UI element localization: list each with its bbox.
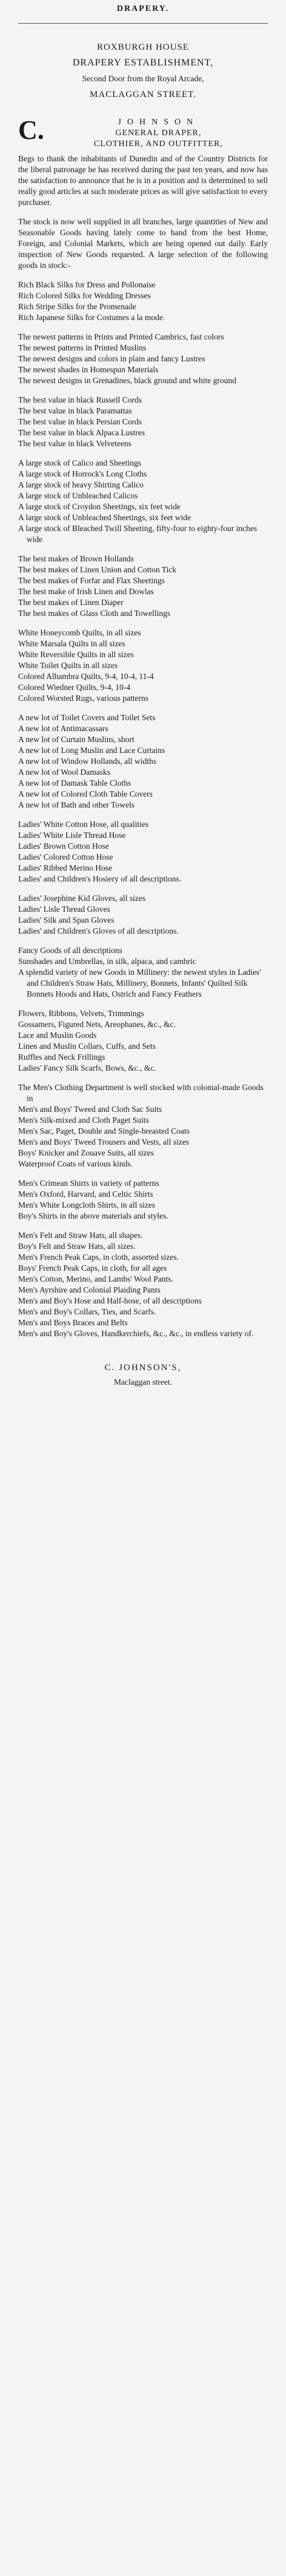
list-item: A large stock of Bleached Twill Sheeting, fifty-four to eighty-four inches wide <box>18 524 258 544</box>
goods-group <box>18 712 268 811</box>
list-item: A new lot of Wool Damasks <box>18 768 111 777</box>
list-item: Fancy Goods of all descriptions <box>18 946 122 955</box>
list-item: The best make of Irish Linen and Dowlas <box>18 587 154 596</box>
list-item: Men's and Boys Braces and Belts <box>18 1318 128 1327</box>
store-type: DRAPERY ESTABLISHMENT, <box>72 58 214 68</box>
list-item: Colored Alhambra Quilts, 9-4, 10-4, 11-4 <box>18 672 154 681</box>
list-item: A large stock of heavy Shirting Calico <box>18 480 144 489</box>
goods-group <box>18 893 268 937</box>
list-item: Rich Colored Silks for Wedding Dresses <box>18 291 151 300</box>
list-item: Ladies' Ribbed Merino Hose <box>18 863 113 872</box>
list-item: The best makes of Brown Hollands <box>18 554 134 563</box>
list-item: Ladies' Fancy Silk Scarfs, Bows, &c., &c. <box>18 1063 156 1072</box>
list-item: Rich Japanese Silks for Costumes a la mode. <box>18 313 165 322</box>
list-item: A new lot of Damask Table Cloths <box>18 778 131 788</box>
goods-group <box>18 945 268 1000</box>
list-item: The newest shades in Homespun Materials <box>18 365 159 374</box>
list-item: Men's and Boys' Tweed and Cloth Sac Suits <box>18 1105 162 1114</box>
list-item: The best makes of Linen Union and Cotton Tick <box>18 565 176 574</box>
list-item: A new lot of Antimacassars <box>18 724 108 733</box>
list-item: Men's Sac, Paget, Double and Single-breasted Coats <box>18 1126 190 1136</box>
list-item: Boys' French Peak Caps, in cloth, for all ages <box>18 1263 167 1273</box>
list-item: A large stock of Horrock's Long Cloths <box>18 469 147 478</box>
list-item: The best makes of Forfar and Flax Sheetings <box>18 576 165 585</box>
list-item: White Honeycomb Quilts, in all sizes <box>18 628 141 637</box>
list-item: A new lot of Bath and other Towels <box>18 800 135 809</box>
footer-signature: C. JOHNSON'S, <box>104 1363 182 1373</box>
list-item: Men's Cotton, Merino, and Lambs' Wool Pants. <box>18 1274 173 1283</box>
list-item: Sunshades and Umbrellas, in silk, alpaca, and cambric <box>18 957 196 966</box>
list-item: Ladies' White Cotton Hose, all qualities <box>18 820 149 829</box>
list-item: A new lot of Long Muslin and Lace Curtains <box>18 746 165 755</box>
list-item: Men's Ayrshire and Colonial Plaiding Pants <box>18 1285 161 1294</box>
list-item: Ladies' White Lisle Thread Hose <box>18 831 126 840</box>
goods-group <box>18 279 268 323</box>
goods-group <box>18 1082 268 1169</box>
list-item: The best makes of Linen Diaper <box>18 598 124 607</box>
list-item: The best value in black Persian Cords <box>18 417 142 426</box>
store-location: Second Door from the Royal Arcade, <box>82 74 204 83</box>
list-item: The newest patterns in Printed Muslins <box>18 343 147 352</box>
list-item: The newest designs and colors in plain and fancy Lustres <box>18 354 205 363</box>
list-item: A splendid variety of new Goods in Millinery: the newest styles in Ladies' and Children's Straw Hats, Millinery, Bonnets, Infants' Quilted Silk Bonnets Hoods and Hats, Ostrich and Fancy Feathers <box>18 968 261 999</box>
goods-group <box>18 332 268 386</box>
list-item: Colored Wiedner Quilts, 9-4, 10-4 <box>18 683 131 692</box>
goods-group <box>18 627 268 704</box>
store-name: ROXBURGH HOUSE <box>97 42 189 52</box>
list-item: Ladies' Lisle Thread Gloves <box>18 905 110 914</box>
list-item: Men's French Peak Caps, in cloth, assorted sizes. <box>18 1253 179 1262</box>
list-item: Ruffles and Neck Frillings <box>18 1052 105 1062</box>
owner-initial: C. <box>18 117 44 145</box>
list-item: Men's Oxford, Harvard, and Celtic Shirts <box>18 1189 153 1199</box>
list-item: A new lot of Window Hollands, all widths <box>18 757 156 766</box>
list-item: A large stock of Croydon Sheetings, six feet wide <box>18 502 181 511</box>
list-item: A large stock of Unbleached Sheetings, six feet wide <box>18 513 191 522</box>
section-heading: DRAPERY. <box>116 4 170 13</box>
list-item: Colored Worsted Rugs, various patterns <box>18 694 149 703</box>
list-item: Men's Silk-mixed and Cloth Paget Suits <box>18 1116 149 1125</box>
store-street: MACLAGGAN STREET. <box>90 90 196 99</box>
list-item: Men's White Longcloth Shirts, in all sizes <box>18 1200 156 1209</box>
list-item: The newest patterns in Prints and Printed Cambrics, fast colors <box>18 332 224 341</box>
list-item: Boys' Knicker and Zouave Suits, all sizes <box>18 1148 155 1157</box>
list-item: Men's and Boy's Gloves, Handkerchiefs, &c., &c., in endless variety of. <box>18 1329 254 1338</box>
list-item: Men's and Boys' Tweed Trousers and Vests, all sizes <box>18 1137 190 1146</box>
list-item: Ladies' and Children's Gloves of all descriptions. <box>18 926 179 935</box>
list-item: A new lot of Toilet Covers and Toilet Sets <box>18 713 156 722</box>
list-item: Ladies' Josephine Kid Gloves, all sizes <box>18 894 146 903</box>
goods-group <box>18 1178 268 1222</box>
goods-group <box>18 554 268 619</box>
list-item: A new lot of Curtain Muslins, short <box>18 735 135 744</box>
goods-group <box>18 458 268 545</box>
list-item: The newest designs in Grenadines, black ground and white ground <box>18 376 236 385</box>
intro-paragraph: Begs to thank the inhabitants of Dunedin and of the Country Districts for the liberal patronage he has received during the past ten years, and now has the satisfaction to announce that he is in a position and is determined to sell really good articles at such moderate prices as will give satisfaction to every purchaser. <box>18 154 268 207</box>
list-item: Flowers, Ribbons, Velvets, Trimmings <box>18 1009 144 1018</box>
list-item: Men's and Boy's Collars, Ties, and Scarfs. <box>18 1307 156 1316</box>
owner-title: GENERAL DRAPER, <box>115 129 202 138</box>
list-item: Men's and Boy's Hose and Half-hose, of all descriptions <box>18 1296 202 1305</box>
list-item: Linen and Muslin Collars, Cuffs, and Sets <box>18 1042 156 1051</box>
list-item: The best value in black Russell Cords <box>18 395 142 404</box>
list-item: The best value in black Alpaca Lustres <box>18 428 145 437</box>
list-item: Boy's Felt and Straw Hats, all sizes. <box>18 1242 136 1251</box>
goods-list <box>18 279 268 1339</box>
owner-subtitle: CLOTHIER, AND OUTFITTER, <box>93 139 223 149</box>
list-item: Ladies' Brown Cotton Hose <box>18 841 109 851</box>
list-item: A large stock of Calico and Sheetings <box>18 458 141 467</box>
list-item: A new lot of Colored Cloth Table Covers <box>18 789 153 798</box>
list-item: Boy's Shirts in the above materials and styles. <box>18 1211 168 1220</box>
list-item: Waterproof Coats of various kinds. <box>18 1159 133 1168</box>
list-item: Men's Felt and Straw Hats, all shapes. <box>18 1231 143 1240</box>
list-item: The best value in black Velveteens <box>18 439 131 448</box>
list-item: White Toilet Quilts in all sizes <box>18 661 118 670</box>
goods-group <box>18 819 268 885</box>
list-item: Ladies' Colored Cotton Hose <box>18 852 113 861</box>
list-item: Ladies' and Children's Hosiery of all descriptions. <box>18 874 182 883</box>
list-item: White Marsala Quilts in all sizes <box>18 639 125 648</box>
owner-name: JOHNSON <box>118 118 199 127</box>
owner-block <box>18 117 268 150</box>
footer-address: Maclaggan street. <box>114 1377 172 1387</box>
list-item: The Men's Clothing Department is well stocked with colonial-made Goods in <box>18 1083 264 1103</box>
list-item: Men's Crimean Shirts in variety of patterns <box>18 1179 159 1188</box>
list-item: Rich Stripe Silks for the Promenade <box>18 302 136 311</box>
list-item: White Reversible Quilts in all sizes <box>18 650 134 659</box>
list-item: Rich Black Silks for Dress and Pollonaise <box>18 280 156 289</box>
list-item: A large stock of Unbleached Calicos <box>18 491 138 500</box>
goods-group <box>18 395 268 449</box>
advertisement <box>18 0 268 1388</box>
list-item: Gossamers, Figured Nets, Areophanes, &c., &c. <box>18 1020 176 1029</box>
list-item: Ladies' Silk and Span Gloves <box>18 915 115 925</box>
goods-group <box>18 1008 268 1074</box>
list-item: The best value in black Paramattas <box>18 406 132 415</box>
list-item: The best makes of Glass Cloth and Towellings <box>18 609 171 618</box>
stock-note: The stock is now well supplied in all branches, large quantities of New and Seasonable Goods having lately come to hand from the best Home, Foreign, and Colonial Markets, which are being opened out daily. Early inspection of New Goods requested. A large selection of the following goods in stock:- <box>18 217 268 270</box>
goods-group <box>18 1230 268 1339</box>
list-item: Lace and Muslin Goods <box>18 1031 97 1040</box>
